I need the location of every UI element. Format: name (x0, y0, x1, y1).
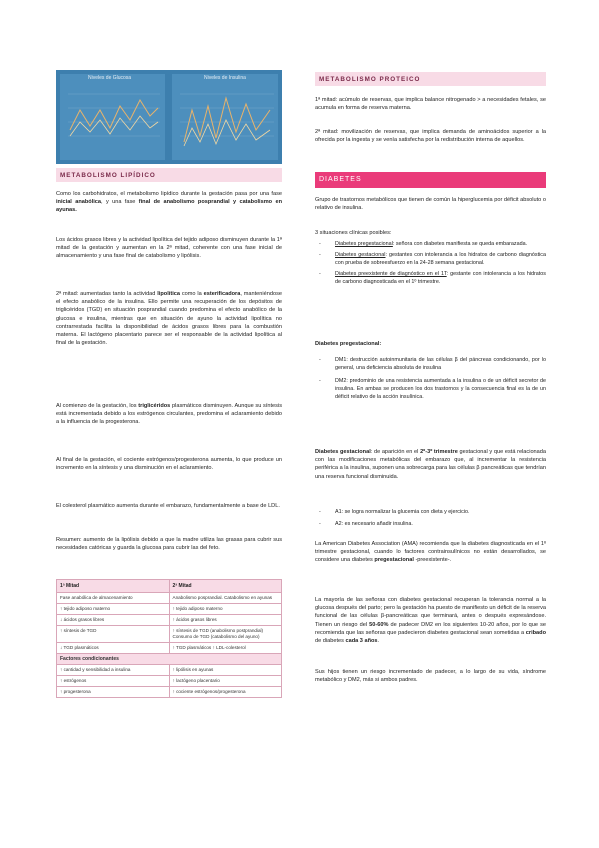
glucose-insulin-charts-image (56, 70, 282, 164)
table-row: ↑ síntesis de TGD ↑ síntesis de TGD (anabolismo postprandial) Consumo de TGD (catabolismo del ayuno) (57, 626, 282, 643)
lipid-paragraph-6: El colesterol plasmático aumenta durante el embarazo, fundamentalmente a base de LDL. (56, 503, 280, 509)
insulin-line-2 (184, 120, 270, 146)
lipid-comparison-table (56, 579, 282, 698)
table-row: ↑ estrógenos ↑ lactógeno placentario (57, 676, 282, 687)
table-header-second-half: 2ª Mitad (169, 580, 282, 593)
table-header-first-half: 1ª Mitad (57, 580, 170, 593)
ama-paragraph: La American Diabetes Association (AMA) recomienda que la diabetes diagnosticada en el 1º trimestre gestacional, cuando lo factores contrainsulínicos no están desarrollados, se considere una diabetes pregestacional -preexistente-. (315, 541, 546, 564)
list-item: - DM1: destrucción autoinmunitaria de las células β del páncreas condicionando, por lo general, una deficiencia absoluta de insulina (319, 357, 546, 371)
lipid-paragraph-1: Como los carbohidratos, el metabolismo lipídico durante la gestación pasa por una fase inicial anabólica, y una fase final de anabolismo posprandial y catabolismo en ayunas. (56, 191, 282, 214)
gestational-types-list (319, 508, 546, 528)
diabetes-section-title: DIABETES (319, 176, 362, 183)
diabetes-intro: Grupo de trastornos metabólicos que tienen de común la hiperglucemia por déficit absoluto o relativo de insulina. (315, 197, 546, 212)
lipid-paragraph-4: Al comienzo de la gestación, los triglicéridos plasmáticos disminuyen. Aunque su síntesis está incrementada debido a los estrógenos circulantes, predomina el aclaramiento debido a la influencia de la progesterona. (56, 403, 282, 426)
protein-section-title: METABOLISMO PROTEICO (319, 76, 421, 83)
lipid-summary: Resumen: aumento de la lipólisis debido a que la madre utiliza las grasas para cubrir sus necesidades catóricas y guarda la glucosa para cubrir las del feto. (56, 537, 282, 552)
lipid-paragraph-5: Al final de la gestación, el cociente estrógenos/progesterona aumenta, lo que produce un incremento en la síntesis y una disminución en el aclaramiento. (56, 457, 282, 472)
children-risk-paragraph: Sus hijos tienen un riesgo incrementado de padecer, a lo largo de su vida, síndrome metabólico y DM2, más si ambos padres. (315, 669, 546, 684)
table-subheader-row: Factores condicionantes (57, 654, 282, 665)
table-row: ↓ TGD plasmáticos ↑ TGD plasmáticos ↑ LDL-colesterol (57, 643, 282, 654)
table-row: ↓ ácidos grasos libres ↑ ácidos grasos libres (57, 615, 282, 626)
list-item: - DM2: predominio de una resistencia aumentada a la insulina o de un déficit secretor de insulina. En ambas se producen los dos trastornos y la consecuencia final es la de un déficit relativo de la acción insulínica. (319, 378, 546, 400)
table-row: ↑ tejido adiposo materno ↑ tejido adiposo materno (57, 604, 282, 615)
lipid-paragraph-3: 2ª mitad: aumentadas tanto la actividad lipolítica como la esterificadora, manteniéndose el efecto anabólico de la insulina. Ello permite una recuperación de los depósitos de triglicéridos (TGD) en situación posprandial cuando predomina el efecto anabólico de la glucosa e insulina, mientras que en situación de ayuno la actividad lipolítica no contrarrestada facilita la disponibilidad de ácidos grasos libres para la combustión materna. El lactógeno placentario parece ser el responsable de la actividad lipolítica al final de la gestación. (56, 291, 282, 347)
recovery-paragraph: La mayoría de las señoras con diabetes gestacional recuperan la tolerancia normal a la glucosa después del parto; pero la gestación ha puesto de manifiesto un déficit de la reserva funcional de las células β-pancreáticas que terminará, antes o después expresándose. Tienen un riesgo del 50-60% de padecer DM2 en los siguientes 10-20 años, por lo que se recomienda que las señoras que padecieron diabetes gestacional sean sometidas a cribado de diabetes cada 3 años. (315, 597, 546, 645)
insulin-line-1 (184, 98, 270, 142)
pregestational-list (319, 356, 546, 401)
table-row: Fase anabólica de almacenamiento Anabolismo posprandial. Catabolismo en ayunas (57, 593, 282, 604)
diabetes-situations-list (319, 240, 546, 286)
pregestational-title: Diabetes pregestacional: (315, 341, 382, 347)
protein-paragraph-1: 1ª mitad: acúmulo de reservas, que implica balance nitrogenado > a necesidades fetales, se acumula en forma de reserva materna. (315, 97, 546, 112)
list-item: - Diabetes gestacional: gestantes con intolerancia a los hidratos de carbono diagnóstica con prueba de sobreesfuerzo en la 24-28 semana gestacional. (319, 252, 546, 266)
list-item: - A1: se logra normalizar la glucemia con dieta y ejercicio. (319, 509, 470, 515)
lipid-section-title: METABOLISMO LIPÍDICO (60, 172, 156, 179)
list-item: - Diabetes preexistente de diagnóstico en el 1T: gestante con intolerancia a los hidratos de carbono diagnosticada en el 1º trimestre. (319, 271, 546, 285)
table-row: ↑ cantidad y sensibilidad a insulina ↑ lipólisis en ayunas (57, 665, 282, 676)
protein-paragraph-2: 2ª mitad: movilización de reservas, que implica demanda de aminoácidos superior a la ofrecida por la ingesta y se venía satisfecha por la redistribución interna de aquellos. (315, 129, 546, 144)
gestational-paragraph: Diabetes gestacional: de aparición en el 2º-3º trimestre gestacional y que está relacionada con las modificaciones metabólicas del embarazo que, al incrementar la resistencia periférica a la insulina, suponen una sobrecarga para las células β pancreáticas que tendrían una reserva funcional disminuida. (315, 449, 546, 480)
glucose-chart-title: Niveles de Glucosa (88, 75, 132, 81)
list-item: - Diabetes pregestacional: señora con diabetes manifiesta se queda embarazada. (319, 241, 528, 247)
list-item: - A2: es necesario añadir insulina. (319, 521, 413, 527)
insulin-chart-title: Niveles de Insulina (204, 75, 246, 81)
chart-lines (56, 70, 282, 164)
diabetes-situations-label: 3 situaciones clínicas posibles: (315, 230, 392, 236)
table-row: ↑ progesterona ↑ cociente estrógenos/progesterona (57, 687, 282, 698)
lipid-paragraph-2: Los ácidos grasos libres y la actividad lipolítica del tejido adiposo disminuyen durante la 1ª mitad de la gestación y aumentan en la 2ª mitad, coherente con una fase inicial de almacenamiento y una fase final de catabolismo y lipólisis. (56, 237, 282, 260)
